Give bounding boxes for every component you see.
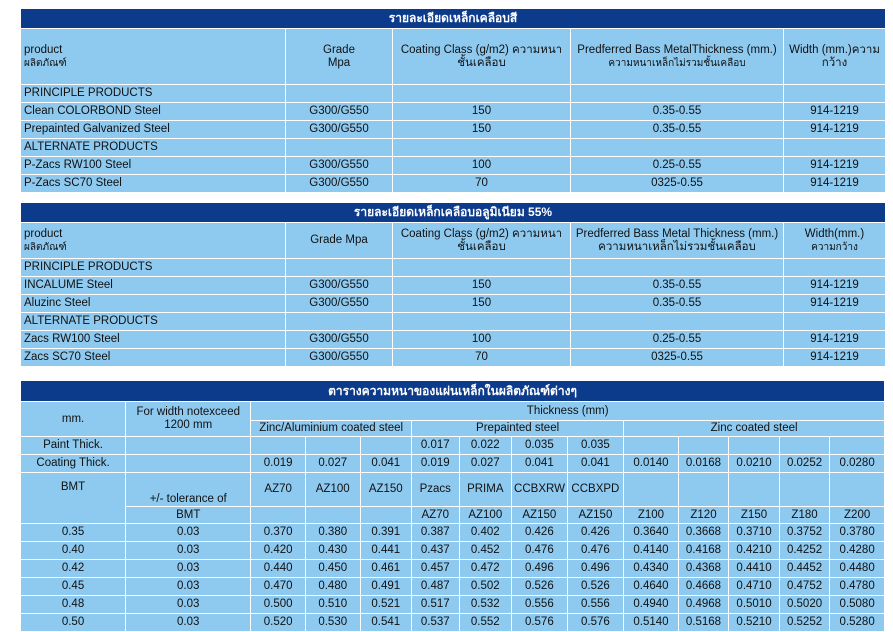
thickness-cell	[571, 139, 784, 157]
table-row	[21, 121, 886, 139]
product-code-cell: AZ70	[251, 473, 306, 507]
thickness-table	[20, 380, 885, 632]
thickness-value-cell: 0.576	[512, 614, 568, 632]
thickness-value-cell: 0.3780	[830, 524, 885, 542]
grade-cell: G300/G550	[286, 103, 393, 121]
thickness-value-cell: 0.420	[251, 542, 306, 560]
grade-cell: G300/G550	[286, 331, 393, 349]
thickness-cell: 0.35-0.55	[571, 295, 784, 313]
width-cell: 914-1219	[784, 349, 886, 367]
thickness-value-cell: 0.437	[412, 542, 459, 560]
thickness-value-cell: 0.556	[567, 596, 624, 614]
product-code-cell: AZ150	[360, 473, 412, 507]
product-cell: P-Zacs SC70 Steel	[21, 175, 286, 193]
prepainted-group-header: Prepainted steel	[412, 421, 624, 437]
grade-cell: G300/G550	[286, 349, 393, 367]
table3-title: ตารางความหนาของแผ่นเหล็กในผลิตภัณฑ์ต่างๆ	[21, 381, 885, 402]
paint-thick-cell	[360, 437, 412, 455]
bmt-cell: 0.48	[21, 596, 126, 614]
coating-code-cell: Z120	[678, 507, 729, 524]
thickness-header: Predferred Bass MetalThickness (mm.) ความหนาเหล็กไม่รวมชั้นเคลือบ	[571, 29, 784, 85]
table-row	[21, 313, 886, 331]
thickness-value-cell: 0.541	[360, 614, 412, 632]
thickness-value-cell: 0.430	[305, 542, 360, 560]
coating-cell: 70	[393, 175, 571, 193]
thickness-value-cell: 0.4710	[729, 578, 780, 596]
thickness-cell: 0325-0.55	[571, 175, 784, 193]
coating-thick-cell: 0.0210	[729, 455, 780, 473]
tolerance-cell: 0.03	[126, 560, 251, 578]
paint-thick-cell: 0.022	[459, 437, 512, 455]
table-row	[21, 259, 886, 277]
coating-thick-cell: 0.019	[412, 455, 459, 473]
tolerance-label: +/- tolerance of	[126, 473, 251, 507]
product-cell: Clean COLORBOND Steel	[21, 103, 286, 121]
coating-cell: 150	[393, 295, 571, 313]
grade-cell	[286, 259, 393, 277]
paint-thick-cell	[624, 437, 679, 455]
coating-code-row	[21, 507, 885, 524]
coating-cell: 70	[393, 349, 571, 367]
coating-thick-cell: 0.0168	[678, 455, 729, 473]
coating-thick-label: Coating Thick.	[21, 455, 126, 473]
thickness-value-cell: 0.476	[567, 542, 624, 560]
width-cell: 914-1219	[784, 277, 886, 295]
paint-thick-cell: 0.035	[512, 437, 568, 455]
paint-thick-cell: 0.017	[412, 437, 459, 455]
coating-thick-cell: 0.019	[251, 455, 306, 473]
width-header: Width(mm.) ความกว้าง	[784, 223, 886, 259]
table1-title: รายละเอียดเหล็กเคลือบสี	[21, 9, 886, 29]
for-width-header: For width notexceed 1200 mm	[126, 402, 251, 437]
thickness-mm-header: Thickness (mm)	[251, 402, 885, 421]
zinc-coated-group-header: Zinc coated steel	[624, 421, 885, 437]
table-row	[21, 331, 886, 349]
thickness-cell	[571, 313, 784, 331]
empty-cell	[126, 437, 251, 455]
product-code-cell	[624, 473, 679, 507]
thickness-value-cell: 0.5080	[830, 596, 885, 614]
coating-thick-cell: 0.0140	[624, 455, 679, 473]
thickness-value-cell: 0.4168	[678, 542, 729, 560]
coating-thick-cell: 0.027	[459, 455, 512, 473]
width-cell	[784, 259, 886, 277]
paint-thick-row	[21, 437, 885, 455]
thickness-cell	[571, 85, 784, 103]
thickness-value-cell: 0.472	[459, 560, 512, 578]
coating-code-cell: AZ150	[512, 507, 568, 524]
thickness-value-cell: 0.457	[412, 560, 459, 578]
product-cell: Prepainted Galvanized Steel	[21, 121, 286, 139]
thickness-value-cell: 0.520	[251, 614, 306, 632]
thickness-value-cell: 0.3640	[624, 524, 679, 542]
table-row	[21, 524, 885, 542]
thickness-value-cell: 0.5210	[729, 614, 780, 632]
table-row	[21, 157, 886, 175]
coating-cell: 100	[393, 331, 571, 349]
coating-thick-cell: 0.0280	[830, 455, 885, 473]
coating-code-cell: Z100	[624, 507, 679, 524]
coating-code-cell	[251, 507, 306, 524]
thickness-value-cell: 0.461	[360, 560, 412, 578]
paint-thick-cell	[305, 437, 360, 455]
thickness-cell: 0325-0.55	[571, 349, 784, 367]
thickness-cell: 0.35-0.55	[571, 121, 784, 139]
paint-thick-label: Paint Thick.	[21, 437, 126, 455]
coating-cell	[393, 313, 571, 331]
coating-cell	[393, 85, 571, 103]
thickness-value-cell: 0.496	[567, 560, 624, 578]
grade-cell: G300/G550	[286, 121, 393, 139]
width-cell	[784, 85, 886, 103]
product-code-cell: CCBXRW	[512, 473, 568, 507]
coating-code-cell: AZ150	[567, 507, 624, 524]
product-header: product ผลิตภัณฑ์	[21, 223, 286, 259]
bmt-cell: 0.40	[21, 542, 126, 560]
paint-thick-cell	[779, 437, 830, 455]
paint-thick-cell	[678, 437, 729, 455]
bmt-label: BMT	[21, 473, 126, 524]
thickness-value-cell: 0.391	[360, 524, 412, 542]
thickness-value-cell: 0.5140	[624, 614, 679, 632]
thickness-value-cell: 0.4368	[678, 560, 729, 578]
coating-code-cell: AZ100	[459, 507, 512, 524]
paint-thick-cell	[251, 437, 306, 455]
width-cell: 914-1219	[784, 157, 886, 175]
thickness-value-cell: 0.4752	[779, 578, 830, 596]
coating-thick-row	[21, 455, 885, 473]
product-code-cell	[779, 473, 830, 507]
table-row	[21, 614, 885, 632]
thickness-value-cell: 0.4940	[624, 596, 679, 614]
coating-code-cell	[360, 507, 412, 524]
table-row	[21, 349, 886, 367]
aluminium-coated-steel-table	[20, 202, 886, 367]
thickness-value-cell: 0.4252	[779, 542, 830, 560]
thickness-value-cell: 0.496	[512, 560, 568, 578]
thickness-value-cell: 0.576	[567, 614, 624, 632]
grade-cell: G300/G550	[286, 157, 393, 175]
coating-code-cell	[305, 507, 360, 524]
zinc-aluminium-group-header: Zinc/Aluminium coated steel	[251, 421, 412, 437]
grade-cell: G300/G550	[286, 295, 393, 313]
thickness-cell: 0.35-0.55	[571, 103, 784, 121]
tolerance-cell: 0.03	[126, 614, 251, 632]
empty-cell	[126, 455, 251, 473]
product-cell: Zacs RW100 Steel	[21, 331, 286, 349]
table-row	[21, 578, 885, 596]
grade-header: Grade Mpa	[286, 223, 393, 259]
thickness-value-cell: 0.5010	[729, 596, 780, 614]
thickness-cell: 0.25-0.55	[571, 157, 784, 175]
thickness-value-cell: 0.4452	[779, 560, 830, 578]
tolerance-cell: 0.03	[126, 542, 251, 560]
coating-header: Coating Class (g/m2) ความหนาชั้นเคลือบ	[393, 29, 571, 85]
product-cell: Aluzinc Steel	[21, 295, 286, 313]
coating-cell	[393, 259, 571, 277]
bmt-cell: 0.45	[21, 578, 126, 596]
thickness-value-cell: 0.510	[305, 596, 360, 614]
width-cell: 914-1219	[784, 175, 886, 193]
thickness-value-cell: 0.3752	[779, 524, 830, 542]
thickness-value-cell: 0.532	[459, 596, 512, 614]
product-cell: ALTERNATE PRODUCTS	[21, 139, 286, 157]
thickness-value-cell: 0.517	[412, 596, 459, 614]
product-code-cell: Pzacs	[412, 473, 459, 507]
width-cell	[784, 313, 886, 331]
thickness-value-cell: 0.370	[251, 524, 306, 542]
coating-thick-cell: 0.0252	[779, 455, 830, 473]
thickness-value-cell: 0.4340	[624, 560, 679, 578]
thickness-value-cell: 0.537	[412, 614, 459, 632]
width-cell: 914-1219	[784, 295, 886, 313]
thickness-value-cell: 0.470	[251, 578, 306, 596]
width-header: Width (mm.)ความกว้าง	[784, 29, 886, 85]
thickness-value-cell: 0.440	[251, 560, 306, 578]
coating-thick-cell: 0.041	[360, 455, 412, 473]
thickness-value-cell: 0.4480	[830, 560, 885, 578]
width-cell: 914-1219	[784, 121, 886, 139]
thickness-value-cell: 0.502	[459, 578, 512, 596]
thickness-value-cell: 0.3668	[678, 524, 729, 542]
thickness-value-cell: 0.4640	[624, 578, 679, 596]
paint-thick-cell: 0.035	[567, 437, 624, 455]
grade-cell	[286, 139, 393, 157]
width-cell	[784, 139, 886, 157]
coating-header: Coating Class (g/m2) ความหนาชั้นเคลือบ	[393, 223, 571, 259]
thickness-value-cell: 0.5020	[779, 596, 830, 614]
coating-code-cell: Z200	[830, 507, 885, 524]
table-row	[21, 277, 886, 295]
tolerance-cell: 0.03	[126, 596, 251, 614]
width-cell: 914-1219	[784, 331, 886, 349]
thickness-value-cell: 0.530	[305, 614, 360, 632]
bmt-cell: 0.35	[21, 524, 126, 542]
thickness-cell	[571, 259, 784, 277]
thickness-value-cell: 0.4140	[624, 542, 679, 560]
thickness-value-cell: 0.552	[459, 614, 512, 632]
table-row	[21, 542, 885, 560]
coating-cell: 150	[393, 277, 571, 295]
grade-cell	[286, 313, 393, 331]
table-row	[21, 175, 886, 193]
product-code-cell: PRIMA	[459, 473, 512, 507]
thickness-value-cell: 0.5280	[830, 614, 885, 632]
bmt-cell: 0.42	[21, 560, 126, 578]
coating-code-cell: AZ70	[412, 507, 459, 524]
tolerance-cell: 0.03	[126, 578, 251, 596]
thickness-value-cell: 0.4968	[678, 596, 729, 614]
thickness-value-cell: 0.476	[512, 542, 568, 560]
product-cell: ALTERNATE PRODUCTS	[21, 313, 286, 331]
table-row	[21, 139, 886, 157]
thickness-value-cell: 0.387	[412, 524, 459, 542]
product-code-cell	[729, 473, 780, 507]
thickness-value-cell: 0.521	[360, 596, 412, 614]
product-code-cell	[830, 473, 885, 507]
product-cell: P-Zacs RW100 Steel	[21, 157, 286, 175]
coating-thick-cell: 0.027	[305, 455, 360, 473]
grade-cell: G300/G550	[286, 175, 393, 193]
thickness-value-cell: 0.380	[305, 524, 360, 542]
thickness-value-cell: 0.4410	[729, 560, 780, 578]
coating-code-cell: Z180	[779, 507, 830, 524]
thickness-value-cell: 0.426	[567, 524, 624, 542]
thickness-value-cell: 0.4210	[729, 542, 780, 560]
table-row	[21, 103, 886, 121]
bmt-cell: 0.50	[21, 614, 126, 632]
table-row	[21, 295, 886, 313]
grade-cell: G300/G550	[286, 277, 393, 295]
thickness-value-cell: 0.5168	[678, 614, 729, 632]
product-cell: PRINCIPLE PRODUCTS	[21, 259, 286, 277]
coating-thick-cell: 0.041	[567, 455, 624, 473]
coating-code-cell: Z150	[729, 507, 780, 524]
thickness-value-cell: 0.452	[459, 542, 512, 560]
product-code-cell	[678, 473, 729, 507]
paint-thick-cell	[729, 437, 780, 455]
width-cell: 914-1219	[784, 103, 886, 121]
product-header: product ผลิตภัณฑ์	[21, 29, 286, 85]
product-code-cell: AZ100	[305, 473, 360, 507]
table-row	[21, 85, 886, 103]
thickness-value-cell: 0.480	[305, 578, 360, 596]
product-code-row	[21, 473, 885, 507]
coating-cell	[393, 139, 571, 157]
grade-header: Grade Mpa	[286, 29, 393, 85]
tolerance-label-bmt: BMT	[126, 507, 251, 524]
thickness-value-cell: 0.526	[567, 578, 624, 596]
coating-cell: 150	[393, 121, 571, 139]
thickness-value-cell: 0.500	[251, 596, 306, 614]
thickness-value-cell: 0.426	[512, 524, 568, 542]
thickness-value-cell: 0.4780	[830, 578, 885, 596]
coating-thick-cell: 0.041	[512, 455, 568, 473]
product-code-cell: CCBXPD	[567, 473, 624, 507]
color-coated-steel-table	[20, 8, 886, 193]
product-cell: Zacs SC70 Steel	[21, 349, 286, 367]
coating-cell: 100	[393, 157, 571, 175]
thickness-value-cell: 0.556	[512, 596, 568, 614]
thickness-cell: 0.35-0.55	[571, 277, 784, 295]
product-cell: INCALUME Steel	[21, 277, 286, 295]
thickness-value-cell: 0.402	[459, 524, 512, 542]
tolerance-cell: 0.03	[126, 524, 251, 542]
table-row	[21, 596, 885, 614]
product-cell: PRINCIPLE PRODUCTS	[21, 85, 286, 103]
thickness-value-cell: 0.526	[512, 578, 568, 596]
thickness-value-cell: 0.441	[360, 542, 412, 560]
thickness-value-cell: 0.5252	[779, 614, 830, 632]
grade-cell	[286, 85, 393, 103]
thickness-value-cell: 0.450	[305, 560, 360, 578]
thickness-header: Predferred Bass Metal Thickness (mm.) ความหนาเหล็กไม่รวมชั้นเคลือบ	[571, 223, 784, 259]
thickness-value-cell: 0.491	[360, 578, 412, 596]
thickness-value-cell: 0.4280	[830, 542, 885, 560]
thickness-value-cell: 0.3710	[729, 524, 780, 542]
paint-thick-cell	[830, 437, 885, 455]
table-row	[21, 560, 885, 578]
table2-title: รายละเอียดเหล็กเคลือบอลูมิเนียม 55%	[21, 203, 886, 223]
coating-cell: 150	[393, 103, 571, 121]
mm-header: mm.	[21, 402, 126, 437]
thickness-value-cell: 0.4668	[678, 578, 729, 596]
thickness-cell: 0.25-0.55	[571, 331, 784, 349]
thickness-value-cell: 0.487	[412, 578, 459, 596]
